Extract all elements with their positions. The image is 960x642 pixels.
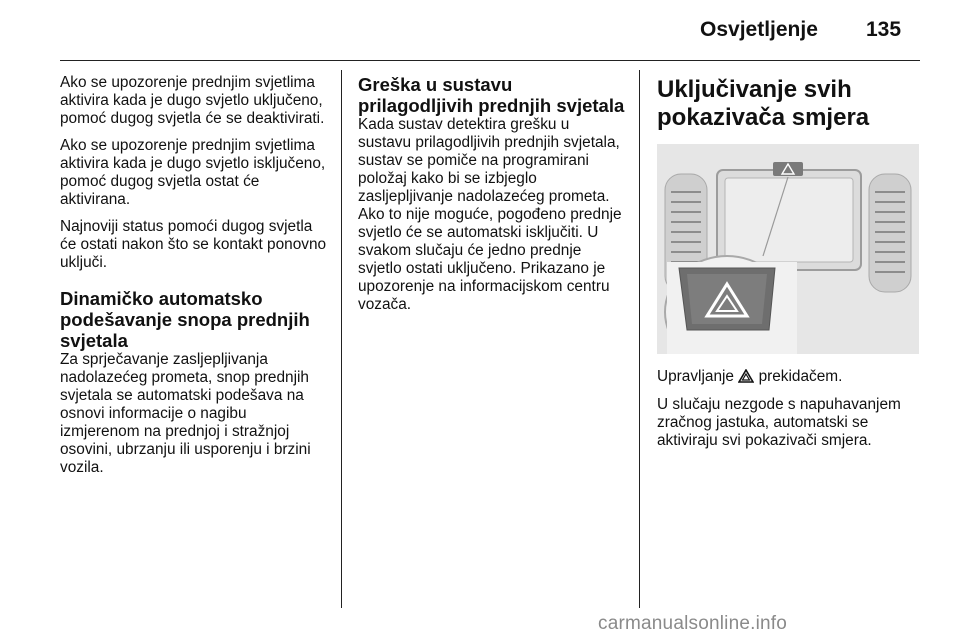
watermark: carmanualsonline.info (598, 613, 788, 634)
paragraph-high-beam-on: Ako se upozorenje prednjim svjetlima aktivira kada je dugo svjetlo uključeno, pomoć dugog svjetla će se deaktivirati. (60, 74, 325, 127)
hazard-switch-illustration (657, 144, 919, 354)
column-1 (60, 74, 328, 485)
column-divider-1 (341, 70, 342, 608)
section-body-dynamic-leveling: Za sprječavanje zasljepljivanja nadolazećeg prometa, snop prednjih svjetala se automatski podešava na osnovi informacije o nagibu izmjerenom na prednjoj i stražnjoj osovini, ubrzanju ili usporenju i brzini vozila. (60, 351, 311, 476)
control-sentence (657, 368, 925, 386)
column-3 (657, 74, 925, 450)
section-heading-hazard-lights: Uključivanje svih pokazivača smjera (657, 76, 870, 131)
paragraph-airbag: U slučaju nezgode s napuhavanjem zračnog jastuka, automatski se aktiviraju svi pokazivači smjera. (657, 396, 901, 449)
page-title: Osvjetljenje (700, 18, 818, 41)
paragraph-high-beam-off: Ako se upozorenje prednjim svjetlima aktivira kada je dugo svjetlo isključeno, pomoć dugog svjetla ostat će aktivirana. (60, 137, 326, 208)
section-heading-dynamic-leveling: Dinamičko automatsko podešavanje snopa prednjih svjetala (60, 288, 310, 351)
column-2 (358, 74, 626, 322)
hazard-warning-triangle-icon (738, 369, 754, 383)
section-body-afl-fault: Kada sustav detektira grešku u sustavu prilagodljivih prednjih svjetala, sustav se pomiče na programirani položaj kako bi se izbjeglo zasljepljivanje nadolazećeg prometa. Ako to nije moguće, pogođeno prednje svjetlo će se automatski isključiti. U svakom slučaju će jedno prednje svjetlo ostati uključeno. Prikazano je upozorenje na informacijskom centru vozača. (358, 116, 622, 313)
dashboard-drawing (657, 144, 919, 354)
paragraph-status: Najnoviji status pomoći dugog svjetla će ostati nakon što se kontakt ponovno uključi. (60, 218, 327, 271)
section-heading-afl-fault: Greška u sustavu prilagodljivih prednjih svjetala (358, 74, 625, 116)
page-number: 135 (866, 18, 902, 41)
control-text-after: prekidačem. (758, 368, 843, 385)
column-divider-2 (639, 70, 640, 608)
header-divider (60, 60, 920, 61)
control-text-before: Upravljanje (657, 368, 734, 385)
